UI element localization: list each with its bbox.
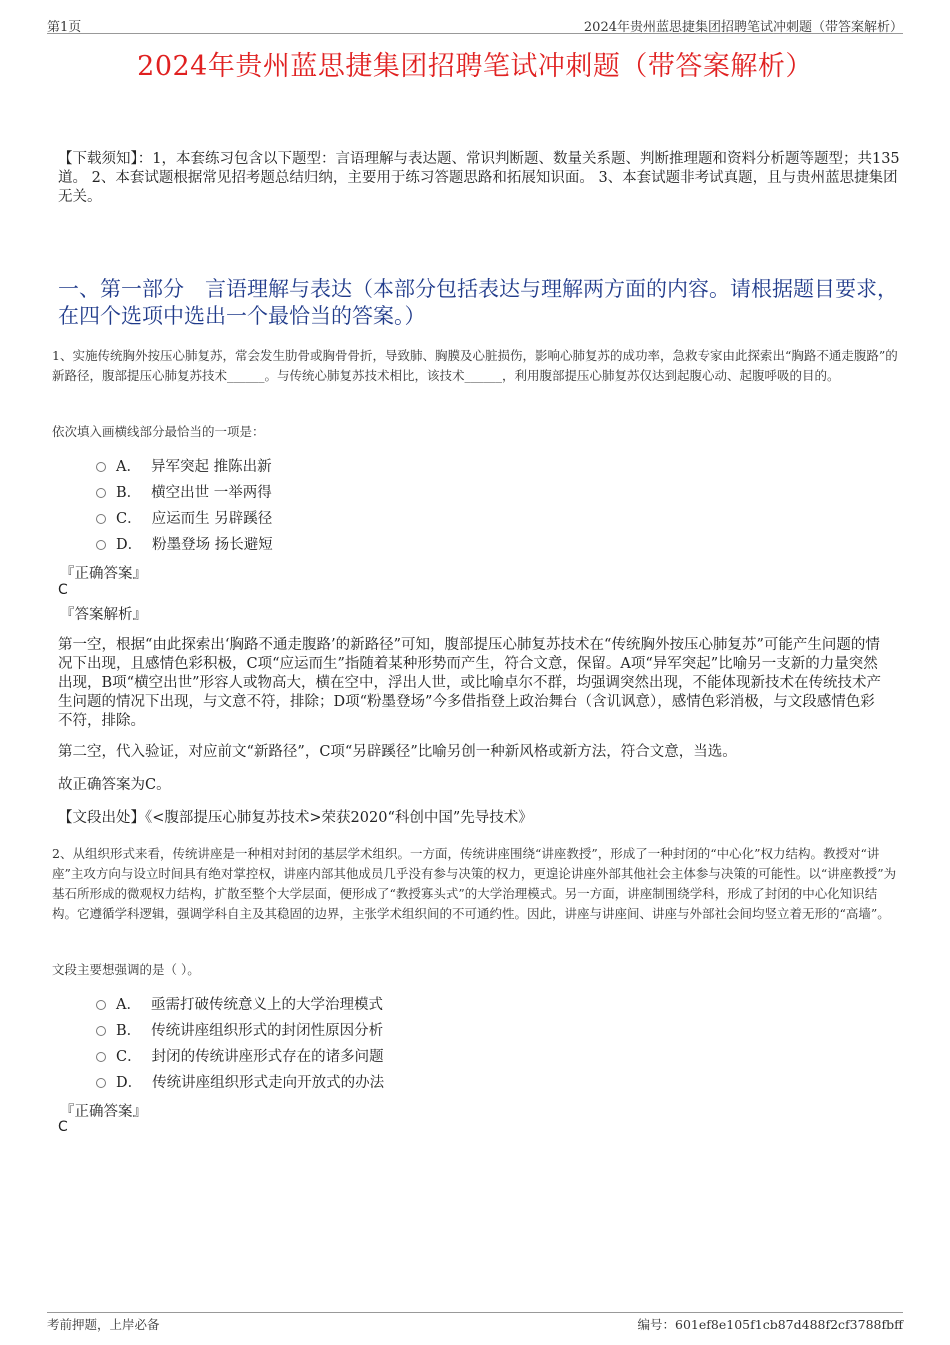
option-letter: D． <box>116 1074 143 1091</box>
radio-icon[interactable] <box>96 514 106 524</box>
option-letter: C． <box>116 1048 142 1065</box>
option-text: 封闭的传统讲座形式存在的诸多问题 <box>151 1048 384 1065</box>
radio-icon[interactable] <box>96 1052 106 1062</box>
option-b[interactable] <box>96 1016 384 1042</box>
analysis-paragraph-3: 故正确答案为C。 <box>58 777 171 793</box>
option-c[interactable] <box>96 1042 384 1068</box>
analysis-paragraph-1: 第一空，根据“由此探索出‘胸路不通走腹路’的新路径”可知，腹部提压心肺复苏技术在“传统胸外按压心肺复苏”可能产生问题的情况下出现，且感情色彩积极，C项“应运而生”指随着某种形势而产生，符合文意，保留。A项“异军突起”比喻另一支新的力量突然出现，B项“横空出世”形容人或物高大，横在空中，浮出人世，或比喻卓尔不群，均强调突然出现，不能体现新技术在传统技术产生问题的情况下出现，与文意不符，排除；D项“粉墨登场”今多借指登上政治舞台（含讥讽意），感情色彩消极，与文段感情色彩不符，排除。 <box>58 637 881 729</box>
radio-icon[interactable] <box>96 488 106 498</box>
radio-icon[interactable] <box>96 540 106 550</box>
option-letter: A． <box>116 458 141 475</box>
question-2-prompt: 文段主要想强调的是（ ）。 <box>52 962 200 977</box>
option-letter: B． <box>116 484 142 501</box>
question-1-options <box>96 452 273 556</box>
header-divider <box>47 33 903 34</box>
analysis-paragraph-2: 第二空，代入验证，对应前文“新路径”，C项“另辟蹊径”比喻另创一种新风格或新方法，符合文意，当选。 <box>58 744 737 760</box>
answer-value: C <box>58 1119 68 1135</box>
question-1-text: 1、实施传统胸外按压心肺复苏，常会发生肋骨或胸骨骨折，导致肺、胸膜及心脏损伤，影响心肺复苏的成功率，急救专家由此探索出“胸路不通走腹路”的新路径，腹部提压心肺复苏技术______。与传统心肺复苏技术相比，该技术______，利用腹部提压心肺复苏仅达到起腹心动、起腹呼吸的目的。 <box>52 348 898 383</box>
analysis-label: 『答案解析』 <box>60 607 147 623</box>
option-letter: A． <box>116 996 141 1013</box>
option-text: 粉墨登场 扬长避短 <box>152 536 273 553</box>
option-letter: D． <box>116 536 143 553</box>
option-a[interactable] <box>96 990 384 1016</box>
footer-serial-number: 编号：601ef8e105f1cb87d488f2cf3788fbff <box>637 1317 903 1332</box>
option-letter: C． <box>116 510 142 527</box>
header-page-number: 第1页 <box>47 20 82 35</box>
option-text: 异军突起 推陈出新 <box>150 458 272 475</box>
answer-label: 『正确答案』 <box>60 1104 147 1120</box>
document-title: 2024年贵州蓝思捷集团招聘笔试冲刺题（带答案解析） <box>137 51 813 82</box>
footer-slogan: 考前押题，上岸必备 <box>47 1317 160 1332</box>
option-c[interactable] <box>96 504 273 530</box>
answer-label: 『正确答案』 <box>60 566 147 582</box>
option-text: 横空出世 一举两得 <box>151 484 272 501</box>
question-2-text: 2、从组织形式来看，传统讲座是一种相对封闭的基层学术组织。一方面，传统讲座围绕“讲座教授”，形成了一种封闭的“中心化”权力结构。教授对“讲座”主攻方向与设立时间具有绝对掌控权，讲座内部其他成员几乎没有参与决策的权力，更遑论讲座外部其他社会主体参与决策的可能性。以“讲座教授”为基石所形成的微观权力结构，扩散至整个大学层面，便形成了“教授寡头式”的大学治理模式。另一方面，讲座制围绕学科，形成了封闭的中心化知识结构。它遵循学科逻辑，强调学科自主及其稳固的边界，主张学术组织间的不可通约性。因此，讲座与讲座间、讲座与外部社会间均竖立着无形的“高墙”。 <box>52 846 897 921</box>
question-2-options <box>96 990 384 1094</box>
option-text: 传统讲座组织形式走向开放式的办法 <box>152 1074 385 1091</box>
download-notice: 【下载须知】：1，本套练习包含以下题型：言语理解与表达题、常识判断题、数量关系题、判断推理题和资料分析题等题型；共135道。 2、本套试题根据常见招考题总结归纳，主要用于练习答题思路和拓展知识面。 3、本套试题非考试真题，且与贵州蓝思捷集团无关。 <box>58 151 900 205</box>
section-heading: 一、第一部分 言语理解与表达（本部分包括表达与理解两方面的内容。请根据题目要求，在四个选项中选出一个最恰当的答案。） <box>58 277 898 328</box>
radio-icon[interactable] <box>96 462 106 472</box>
header-doc-title: 2024年贵州蓝思捷集团招聘笔试冲刺题（带答案解析） <box>583 20 903 35</box>
source-citation: 【文段出处】《<腹部提压心肺复苏技术>荣获2020“科创中国”先导技术》 <box>58 810 533 826</box>
option-text: 传统讲座组织形式的封闭性原因分析 <box>151 1022 384 1039</box>
radio-icon[interactable] <box>96 1026 106 1036</box>
answer-value: C <box>58 582 68 598</box>
option-letter: B． <box>116 1022 142 1039</box>
option-d[interactable] <box>96 530 273 556</box>
radio-icon[interactable] <box>96 1000 106 1010</box>
question-1-prompt: 依次填入画横线部分最恰当的一项是： <box>52 424 265 439</box>
footer-divider <box>47 1312 903 1313</box>
radio-icon[interactable] <box>96 1078 106 1088</box>
option-d[interactable] <box>96 1068 384 1094</box>
option-text: 亟需打破传统意义上的大学治理模式 <box>150 996 383 1013</box>
option-text: 应运而生 另辟蹊径 <box>151 510 273 527</box>
option-a[interactable] <box>96 452 273 478</box>
option-b[interactable] <box>96 478 273 504</box>
